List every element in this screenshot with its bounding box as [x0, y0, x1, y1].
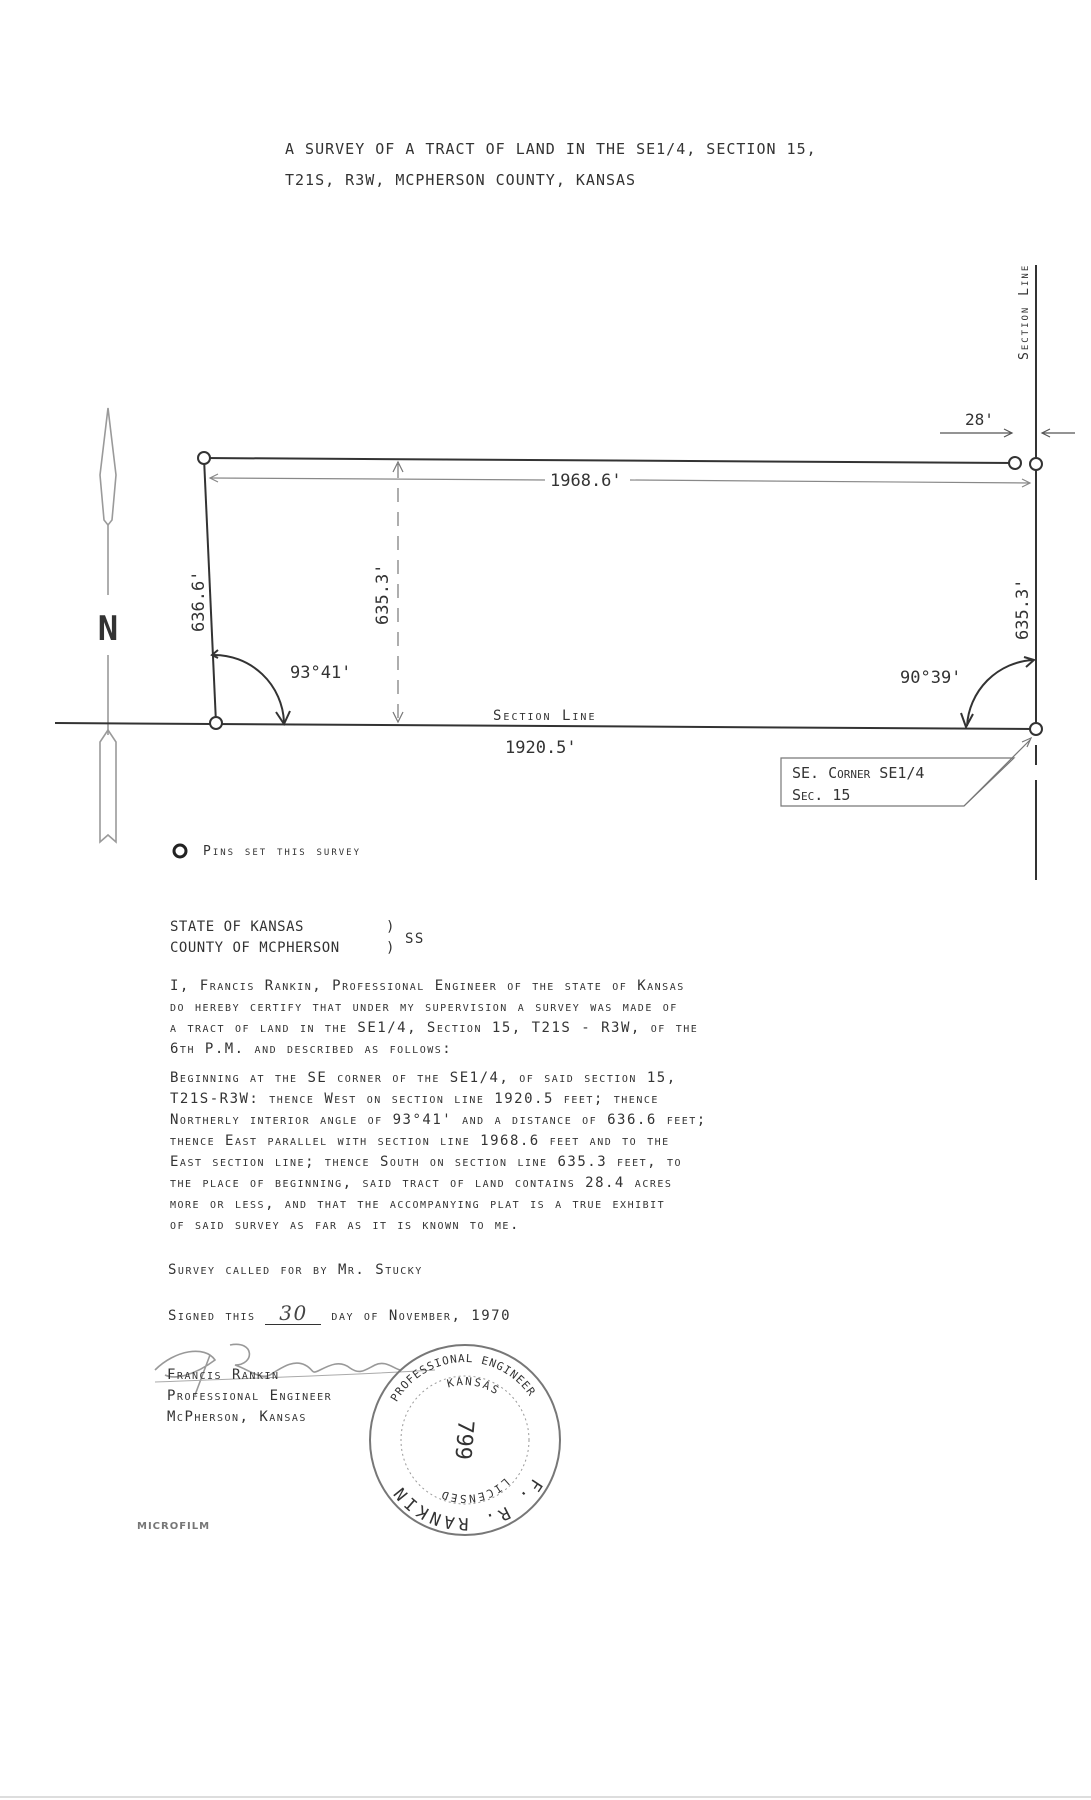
section-line-bottom-label: Section Line: [493, 708, 597, 724]
jurat-block: [170, 917, 340, 959]
seal-inner-top: LICENSED: [438, 1475, 512, 1506]
dim-top-label: 1968.6': [550, 471, 622, 491]
cert-line: the place of beginning, said tract of land contains 28.4 acres: [170, 1175, 673, 1191]
cert-line: 6th P.M. and described as follows:: [170, 1041, 453, 1057]
cert-line: thence East parallel with section line 1968.6 feet and to the: [170, 1133, 670, 1149]
signed-day: 30: [265, 1303, 321, 1325]
signed-suffix: day of November, 1970: [331, 1308, 512, 1324]
seal-inner-bottom: KANSAS: [445, 1374, 503, 1398]
corner-label-line-2: Sec. 15: [792, 786, 851, 804]
section-line-vertical-label: Section Line: [1017, 263, 1032, 360]
pin-ne-section: [1030, 458, 1042, 470]
angle-right-label: 90°39': [900, 668, 962, 688]
legend-pin-icon: [174, 845, 186, 857]
cert-line: do hereby certify that under my supervision a survey was made of: [170, 999, 678, 1015]
cert-line: T21S-R3W: thence West on section line 1920.5 feet; thence: [170, 1091, 659, 1107]
seal-number: 799: [449, 1418, 478, 1461]
cert-line: Northerly interior angle of 93°41' and a distance of 636.6 feet;: [170, 1112, 707, 1128]
scan-edge: [0, 1796, 1091, 1798]
jurat-ss: SS: [405, 931, 425, 947]
certificate-paragraph-2: [170, 1068, 707, 1236]
cert-line: Beginning at the SE corner of the SE1/4, of said section 15,: [170, 1070, 677, 1086]
signer-place: McPherson, Kansas: [167, 1409, 307, 1425]
survey-plat: [0, 0, 1091, 880]
cert-line: more or less, and that the accompanying plat is a true exhibit: [170, 1196, 666, 1212]
angle-left-label: 93°41': [290, 663, 352, 683]
engineer-seal: [365, 1340, 565, 1540]
title-line-1: A SURVEY OF A TRACT OF LAND IN THE SE1/4, SECTION 15,: [285, 140, 817, 158]
legend-text: Pins set this survey: [203, 844, 362, 859]
pin-sw: [210, 717, 222, 729]
tract-north-line: [204, 458, 1015, 463]
microfilm-stamp: MICROFILM: [137, 1521, 211, 1532]
svg-text:F. R. RANKIN: [389, 1475, 546, 1533]
signature-block: [167, 1365, 332, 1428]
pin-nw: [198, 452, 210, 464]
title-line-2: T21S, R3W, MCPHERSON COUNTY, KANSAS: [285, 171, 637, 189]
pin-se-corner: [1030, 723, 1042, 735]
survey-called-for: Survey called for by Mr. Stucky: [168, 1262, 423, 1278]
jurat-county: COUNTY OF MCPHERSON: [170, 940, 340, 956]
signer-role: Professional Engineer: [167, 1388, 333, 1404]
dim-inner-label: 635.3': [373, 563, 393, 625]
dim-bottom-label: 1920.5': [505, 738, 577, 758]
signed-prefix: Signed this: [168, 1308, 256, 1324]
north-label: N: [97, 609, 119, 649]
dim-left-label: 636.6': [189, 570, 209, 632]
seal-outer-text: F. R. RANKIN: [388, 1474, 547, 1534]
jurat-state: STATE OF KANSAS: [170, 919, 304, 935]
cert-line: a tract of land in the SE1/4, Section 15, T21S - R3W, of the: [170, 1020, 699, 1036]
jurat-paren-2: ): [386, 940, 396, 956]
dim-right-label: 635.3': [1013, 578, 1033, 640]
dim-offset-label: 28': [965, 410, 994, 429]
seal-ring-text: PROFESSIONAL ENGINEER: [388, 1351, 539, 1404]
certificate-paragraph-1: [170, 976, 698, 1060]
cert-line: of said survey as far as it is known to me.: [170, 1217, 520, 1233]
signer-name: Francis Rankin: [167, 1367, 280, 1383]
svg-text:LICENSED: [438, 1476, 512, 1506]
corner-label-line-1: SE. Corner SE1/4: [792, 764, 925, 782]
cert-line: East section line; thence South on section line 635.3 feet, to: [170, 1154, 683, 1170]
pin-ne: [1009, 457, 1021, 469]
svg-text:KANSAS: [446, 1375, 503, 1398]
jurat-paren-1: ): [386, 919, 396, 935]
cert-line: I, Francis Rankin, Professional Engineer of the state of Kansas: [170, 978, 685, 994]
